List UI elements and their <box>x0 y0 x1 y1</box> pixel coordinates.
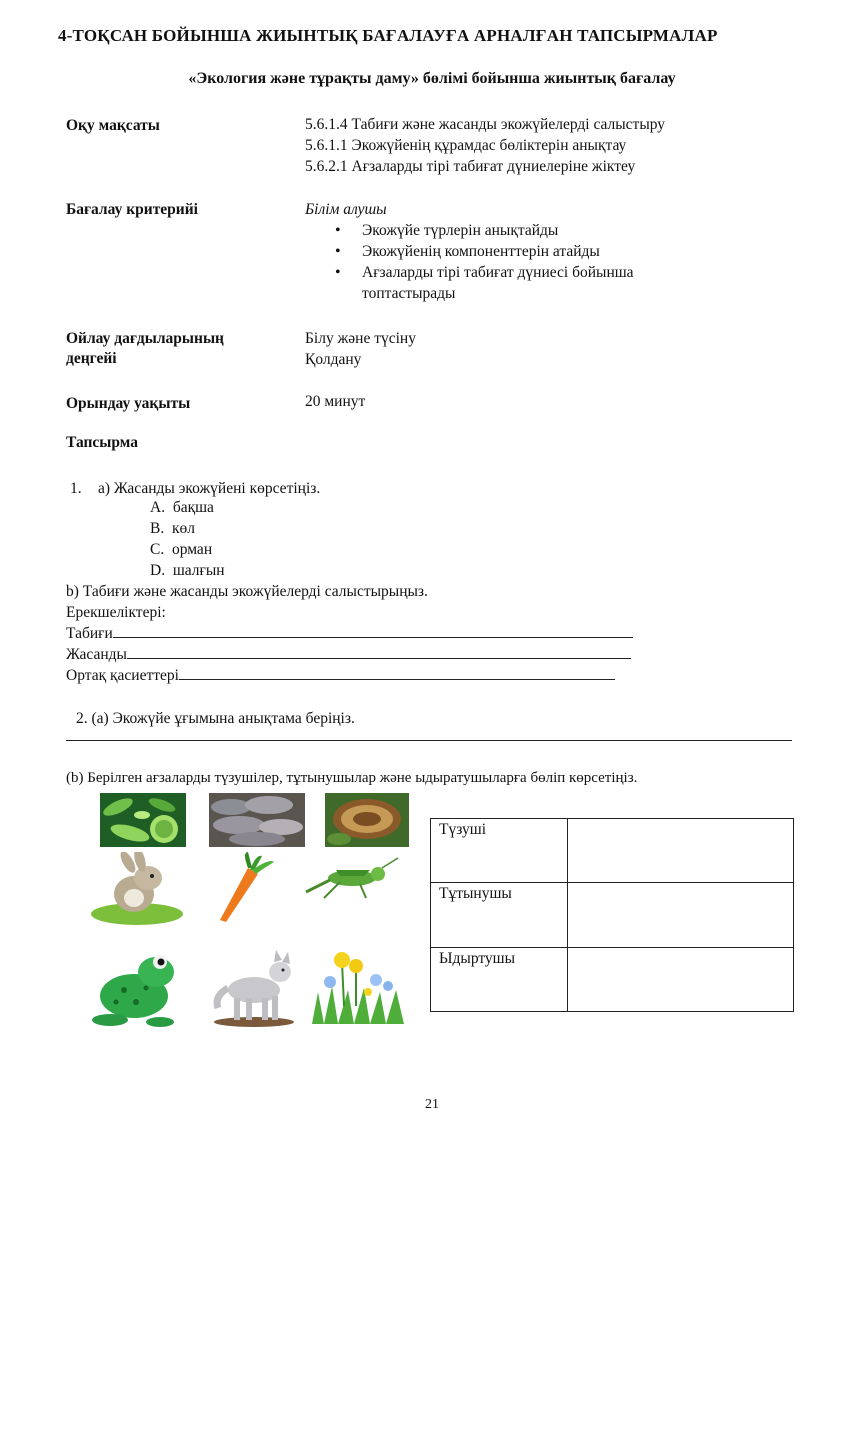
option-d <box>150 560 225 581</box>
option-text: көл <box>171 520 195 537</box>
grasshopper-image <box>300 856 400 900</box>
option-text: шалғын <box>172 562 225 579</box>
q1-number: 1. <box>70 480 82 497</box>
decomposer-label: Ыдыртушы <box>431 947 568 1011</box>
criteria-label: Бағалау критерийі <box>66 201 198 218</box>
goal-item: 5.6.1.4 Табиғи және жасанды экожүйелерді салыстыру <box>305 116 666 133</box>
rotting-stump-image <box>325 793 409 847</box>
criteria-item: • Экожүйе түрлерін анықтайды <box>305 220 702 241</box>
common-answer-line[interactable] <box>179 665 615 680</box>
artificial-row <box>66 644 631 665</box>
classification-table <box>430 818 794 1012</box>
thinking-label: Ойлау дағдыларының деңгейі <box>66 330 224 367</box>
flowers-image <box>312 946 404 1024</box>
natural-label: Табиғи <box>66 625 113 642</box>
table-row <box>431 947 794 1011</box>
bacteria-image <box>100 793 186 847</box>
common-label: Ортақ қасиеттері <box>66 667 179 684</box>
option-a <box>150 497 214 518</box>
q1-b-text: b) Табиғи және жасанды экожүйелерді салыстырыңыз. <box>66 583 428 600</box>
option-c <box>150 539 212 560</box>
thinking-item: Білу және түсіну <box>305 330 416 347</box>
option-b <box>150 518 195 539</box>
consumer-answer-cell[interactable] <box>568 883 794 947</box>
page-title: 4-ТОҚСАН БОЙЫНША ЖИЫНТЫҚ БАҒАЛАУҒА АРНАЛҒАН ТАПСЫРМАЛАР <box>58 26 718 45</box>
task-heading: Тапсырма <box>66 434 138 451</box>
goal-label: Оқу мақсаты <box>66 117 160 134</box>
option-letter: B. <box>150 520 165 537</box>
criteria-intro: Білім алушы <box>305 201 387 218</box>
option-text: орман <box>171 541 213 558</box>
producer-label: Түзуші <box>431 819 568 883</box>
natural-row <box>66 623 633 644</box>
goal-item: 5.6.2.1 Ағзаларды тірі табиғат дүниелеріне жіктеу <box>305 158 636 175</box>
table-row <box>431 883 794 947</box>
option-letter: D. <box>150 562 166 579</box>
q1-a-text: а) Жасанды экожүйені көрсетіңіз. <box>98 480 321 497</box>
consumer-label: Тұтынушы <box>431 883 568 947</box>
common-row <box>66 665 615 686</box>
mushrooms-image <box>209 793 305 847</box>
artificial-label: Жасанды <box>66 646 127 663</box>
q2-answer-line[interactable] <box>66 740 792 741</box>
option-text: бақша <box>172 499 214 516</box>
goal-list <box>305 114 665 177</box>
thinking-item: Қолдану <box>305 351 362 368</box>
producer-answer-cell[interactable] <box>568 819 794 883</box>
option-letter: C. <box>150 541 165 558</box>
table-row <box>431 819 794 883</box>
frog-image <box>90 946 182 1030</box>
q2-b-text: (b) Берілген ағзаларды түзушілер, тұтынушылар және ыдыратушыларға бөліп көрсетіңіз. <box>66 770 638 786</box>
page-subtitle: «Экология және тұрақты даму» бөлімі бойынша жиынтық бағалау <box>188 70 676 87</box>
wolf-image <box>210 948 298 1028</box>
artificial-answer-line[interactable] <box>127 644 631 659</box>
time-value: 20 минут <box>305 393 366 410</box>
decomposer-answer-cell[interactable] <box>568 947 794 1011</box>
thinking-list <box>305 328 416 370</box>
goal-item: 5.6.1.1 Экожүйенің құрамдас бөліктерін анықтау <box>305 137 627 154</box>
q2-a-text: 2. (а) Экожүйе ұғымына анықтама беріңіз. <box>76 710 355 727</box>
features-label: Ерекшеліктері: <box>66 604 166 621</box>
time-label: Орындау уақыты <box>66 395 191 412</box>
criteria-block <box>305 199 702 304</box>
page-number: 21 <box>425 1097 439 1112</box>
criteria-item: • Экожүйенің компоненттерін атайды <box>305 241 702 262</box>
option-letter: A. <box>150 499 166 516</box>
carrot-image <box>212 852 276 924</box>
criteria-item: • Ағзаларды тірі табиғат дүниесі бойынша топтастырады <box>305 262 702 304</box>
rabbit-image <box>88 852 186 928</box>
criteria-list <box>305 220 702 304</box>
natural-answer-line[interactable] <box>113 623 633 638</box>
